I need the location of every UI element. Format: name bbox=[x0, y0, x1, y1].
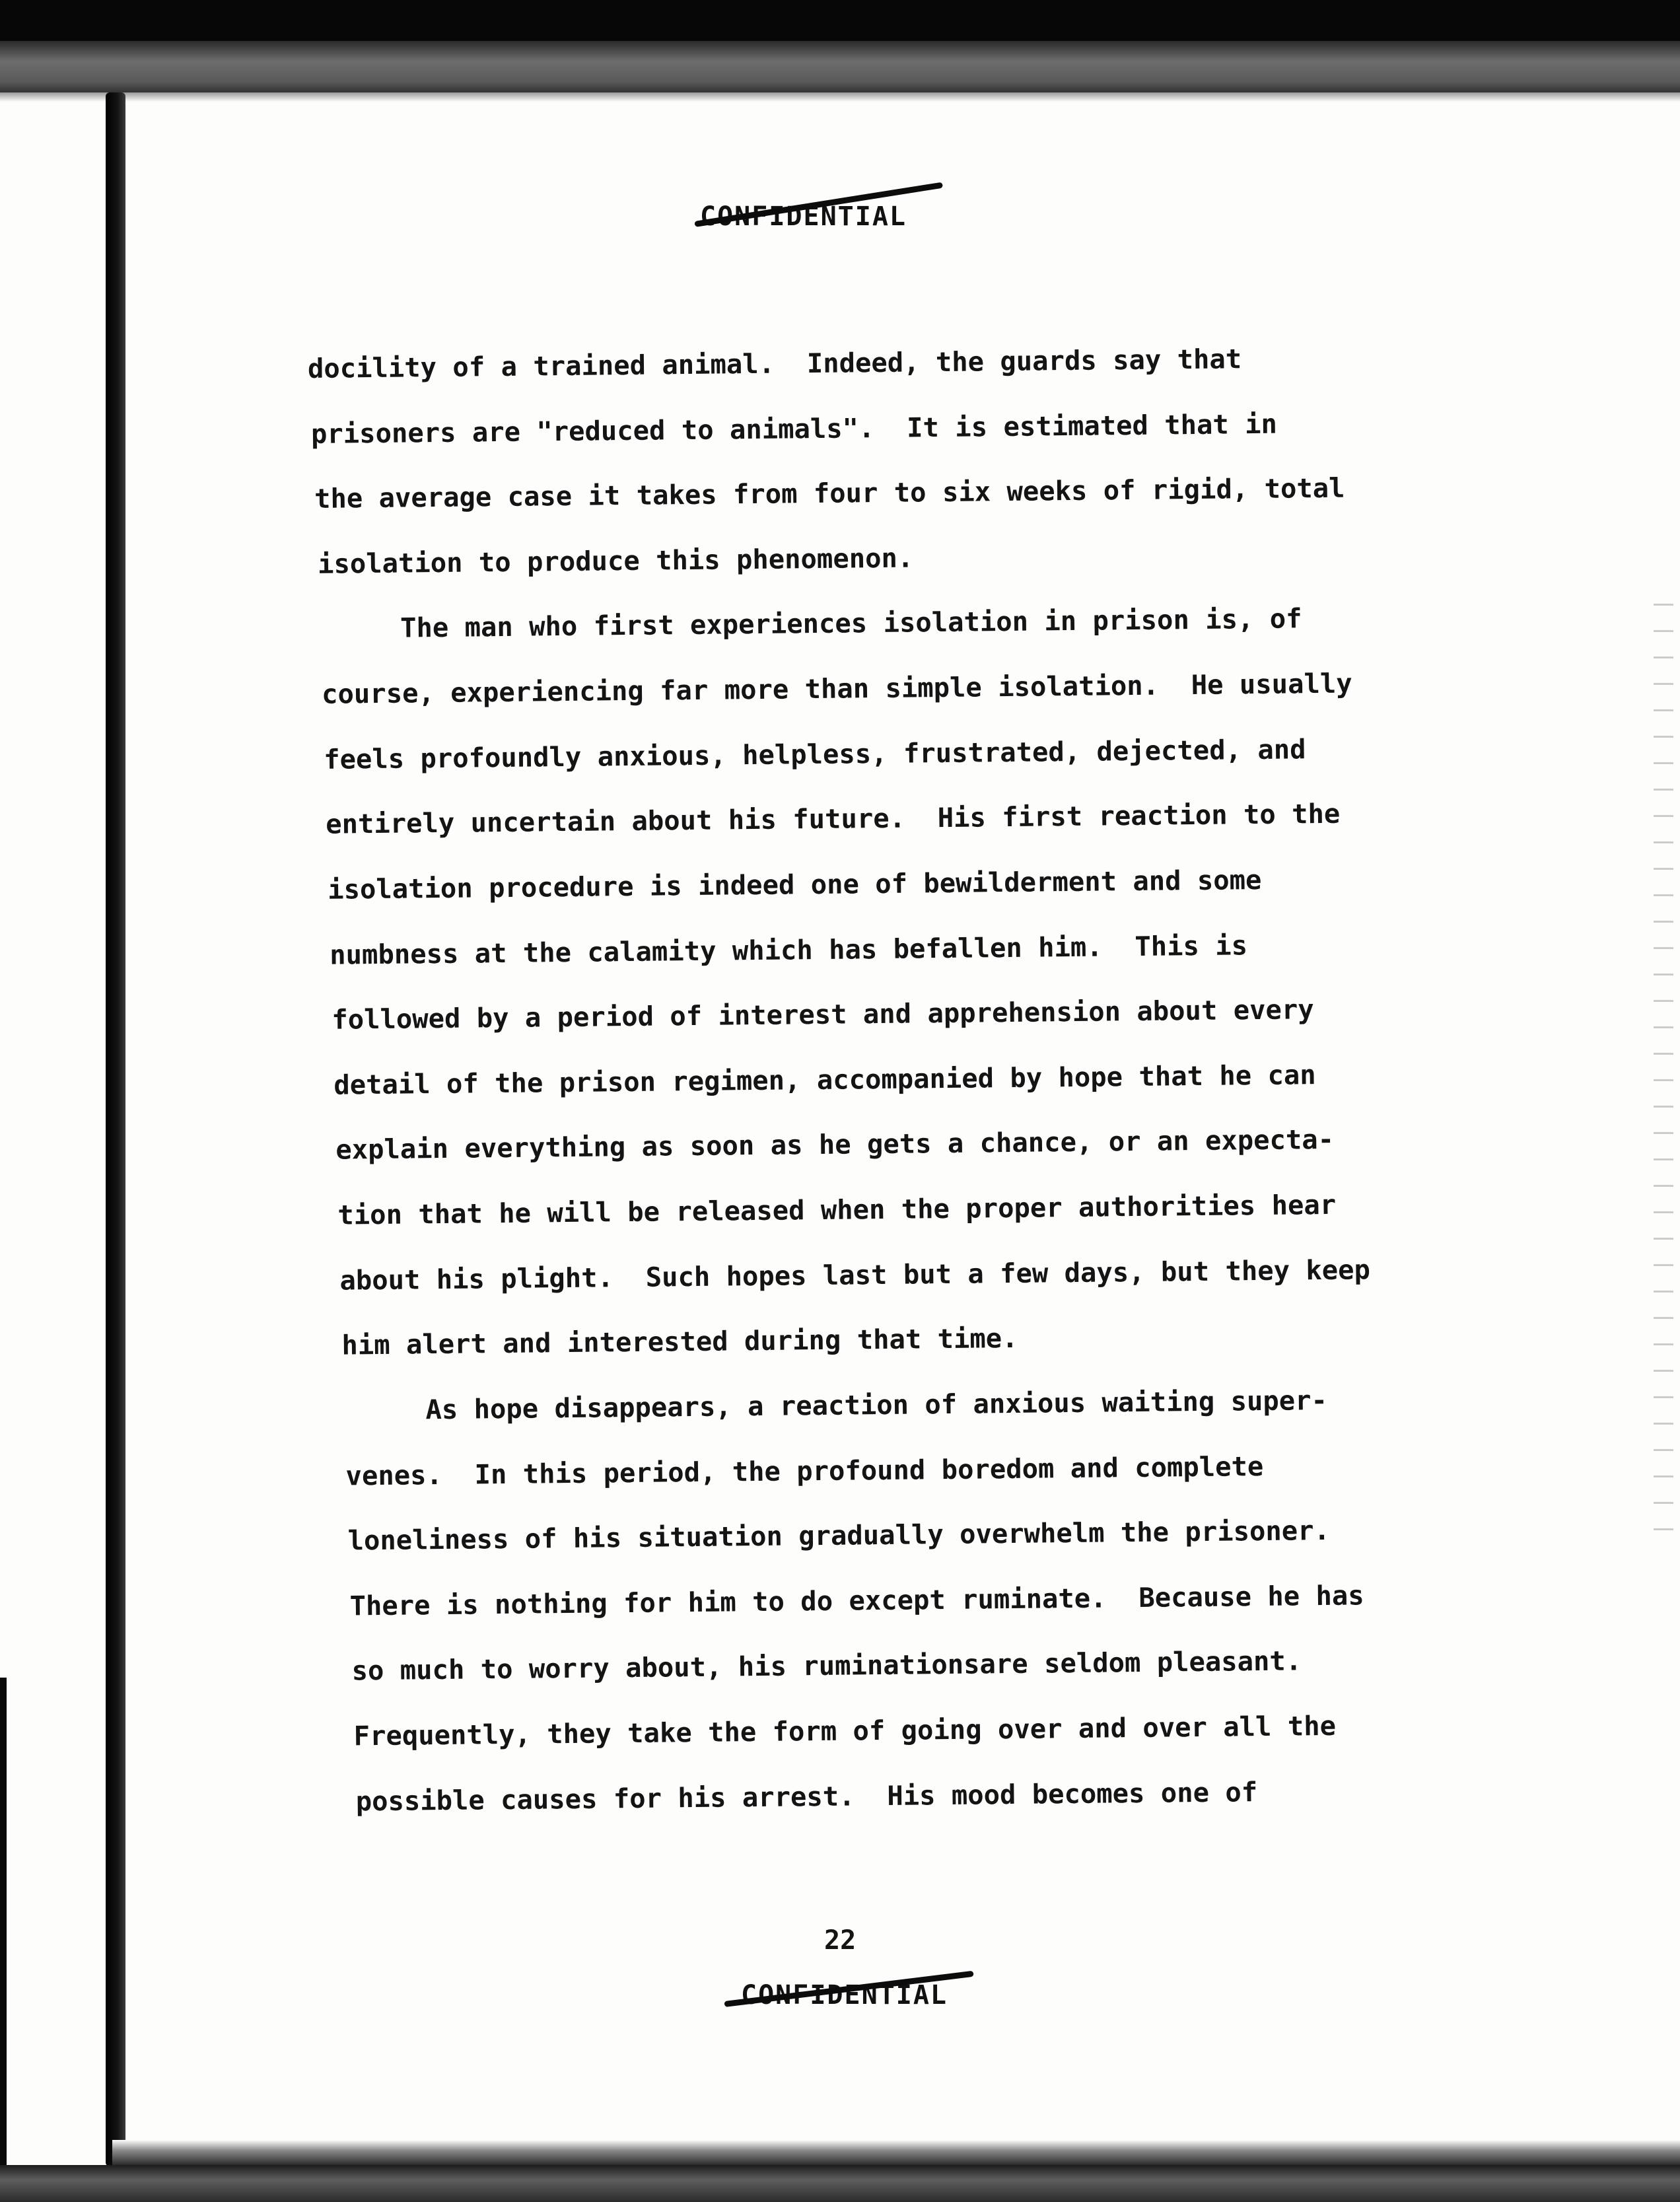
text-line: numbness at the calamity which has befallen him. This is bbox=[330, 929, 1248, 971]
confidential-stamp-top: CONFIDENTIAL bbox=[700, 201, 907, 232]
text-line: docility of a trained animal. Indeed, the guards say that bbox=[307, 343, 1242, 385]
text-line: feels profoundly anxious, helpless, frustrated, dejected, and bbox=[323, 733, 1306, 775]
text-line: detail of the prison regimen, accompanied by hope that he can bbox=[333, 1059, 1316, 1101]
text-line: about his plight. Such hopes last but a few days, but they keep bbox=[339, 1254, 1371, 1296]
text-line: followed by a period of interest and apprehension about every bbox=[332, 993, 1314, 1036]
text-line: venes. In this period, the profound boredom and complete bbox=[345, 1450, 1264, 1492]
text-line: loneliness of his situation gradually overwhelm the prisoner. bbox=[347, 1514, 1331, 1557]
text-line: explain everything as soon as he gets a chance, or an expecta- bbox=[335, 1123, 1335, 1166]
text-line: There is nothing for him to do except ruminate. Because he has bbox=[349, 1579, 1364, 1622]
page-number: 22 bbox=[824, 1925, 857, 1956]
text-line: prisoners are "reduced to animals". It is estimated that in bbox=[310, 408, 1278, 450]
text-line: The man who first experiences isolation in prison is, of bbox=[400, 602, 1302, 644]
text-line: possible causes for his arrest. His mood becomes one of bbox=[355, 1776, 1258, 1818]
confidential-stamp-bottom: CONFIDENTIAL bbox=[741, 1980, 948, 2010]
text-line: entirely uncertain about his future. His first reaction to the bbox=[325, 797, 1341, 840]
text-line: As hope disappears, a reaction of anxious waiting super- bbox=[425, 1384, 1328, 1426]
text-line: the average case it takes from four to six weeks of rigid, total bbox=[314, 472, 1345, 515]
text-line: Frequently, they take the form of going over and over all the bbox=[353, 1709, 1337, 1752]
text-line: isolation procedure is indeed one of bewilderment and some bbox=[327, 863, 1262, 906]
text-line: isolation to produce this phenomenon. bbox=[317, 542, 914, 580]
text-line: course, experiencing far more than simple isolation. He usually bbox=[321, 667, 1352, 710]
text-line: so much to worry about, his ruminationsare seldom pleasant. bbox=[351, 1645, 1302, 1687]
scan-left-edge bbox=[0, 1678, 7, 2202]
text-line: him alert and interested during that time. bbox=[341, 1322, 1018, 1361]
text-line: tion that he will be released when the proper authorities hear bbox=[337, 1188, 1337, 1231]
